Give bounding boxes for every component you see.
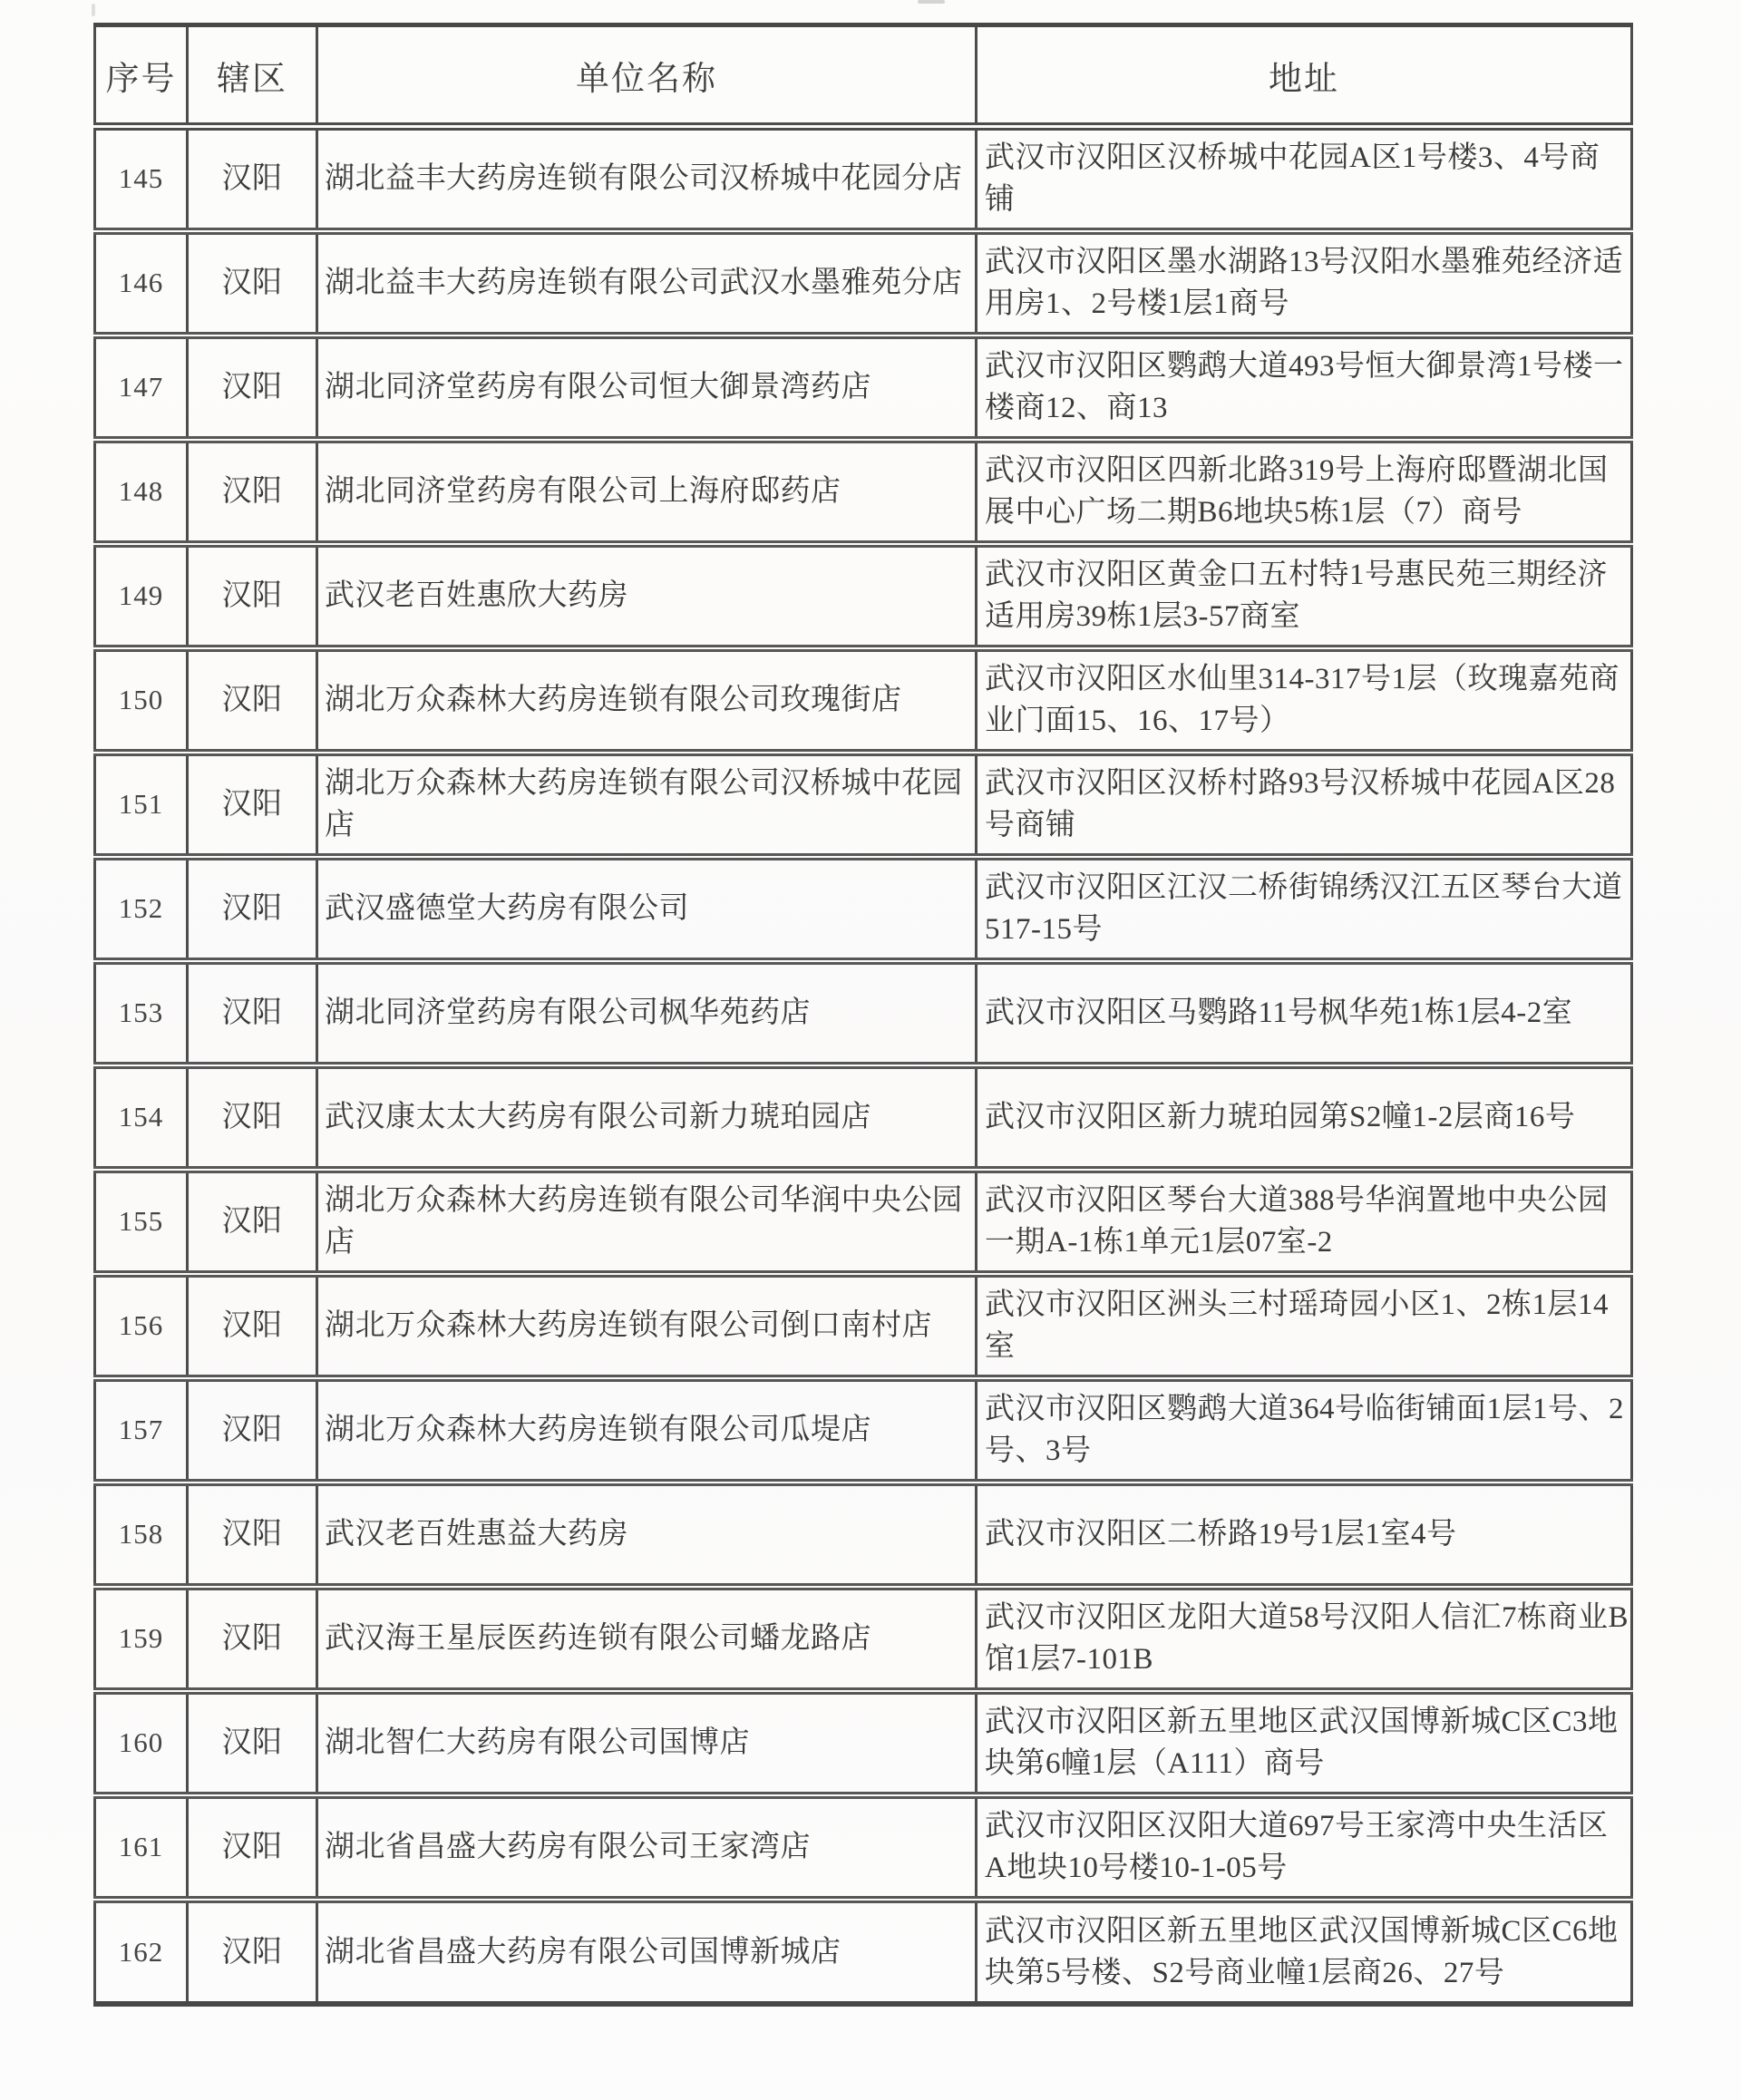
cell-index: 156 <box>95 1274 188 1378</box>
cell-name: 湖北益丰大药房连锁有限公司汉桥城中花园分店 <box>317 127 977 231</box>
cell-district: 汉阳 <box>188 1170 317 1274</box>
cell-index: 159 <box>95 1587 188 1691</box>
cell-address: 武汉市汉阳区新力琥珀园第S2幢1-2层商16号 <box>977 1065 1632 1170</box>
cell-district: 汉阳 <box>188 1378 317 1483</box>
cell-name: 武汉盛德堂大药房有限公司 <box>317 857 977 961</box>
cell-name: 湖北智仁大药房有限公司国博店 <box>317 1691 977 1795</box>
table-row <box>95 1274 1632 1378</box>
cell-index: 157 <box>95 1378 188 1483</box>
cell-address: 武汉市汉阳区汉桥城中花园A区1号楼3、4号商铺 <box>977 127 1632 231</box>
cell-address: 武汉市汉阳区汉阳大道697号王家湾中央生活区A地块10号楼10-1-05号 <box>977 1795 1632 1900</box>
cell-address: 武汉市汉阳区鹦鹉大道364号临街铺面1层1号、2号、3号 <box>977 1378 1632 1483</box>
cell-index: 146 <box>95 231 188 335</box>
cell-district: 汉阳 <box>188 1483 317 1587</box>
cell-district: 汉阳 <box>188 753 317 857</box>
cell-name: 湖北万众森林大药房连锁有限公司瓜堤店 <box>317 1378 977 1483</box>
cell-index: 161 <box>95 1795 188 1900</box>
cell-district: 汉阳 <box>188 961 317 1065</box>
cell-name: 武汉康太太大药房有限公司新力琥珀园店 <box>317 1065 977 1170</box>
cell-district: 汉阳 <box>188 1795 317 1900</box>
cell-district: 汉阳 <box>188 231 317 335</box>
cell-name: 湖北万众森林大药房连锁有限公司倒口南村店 <box>317 1274 977 1378</box>
cell-address: 武汉市汉阳区琴台大道388号华润置地中央公园一期A-1栋1单元1层07室-2 <box>977 1170 1632 1274</box>
cell-index: 155 <box>95 1170 188 1274</box>
table-row <box>95 127 1632 231</box>
table-row <box>95 1378 1632 1483</box>
cell-district: 汉阳 <box>188 1274 317 1378</box>
table-row <box>95 544 1632 648</box>
header-cell-name: 单位名称 <box>317 25 977 127</box>
table-row <box>95 1900 1632 2004</box>
table-row <box>95 1170 1632 1274</box>
table-row <box>95 648 1632 753</box>
table-row <box>95 1587 1632 1691</box>
cell-name: 湖北省昌盛大药房有限公司国博新城店 <box>317 1900 977 2004</box>
table-body <box>95 127 1632 2004</box>
cell-index: 150 <box>95 648 188 753</box>
cell-address: 武汉市汉阳区新五里地区武汉国博新城C区C6地块第5号楼、S2号商业幢1层商26、27号 <box>977 1900 1632 2004</box>
cell-district: 汉阳 <box>188 335 317 440</box>
header-row <box>95 25 1632 127</box>
cell-index: 145 <box>95 127 188 231</box>
cell-name: 湖北同济堂药房有限公司上海府邸药店 <box>317 440 977 544</box>
cell-district: 汉阳 <box>188 1691 317 1795</box>
cell-address: 武汉市汉阳区二桥路19号1层1室4号 <box>977 1483 1632 1587</box>
cell-address: 武汉市汉阳区龙阳大道58号汉阳人信汇7栋商业B馆1层7-101B <box>977 1587 1632 1691</box>
cell-name: 湖北同济堂药房有限公司恒大御景湾药店 <box>317 335 977 440</box>
table-row <box>95 1691 1632 1795</box>
cell-name: 湖北同济堂药房有限公司枫华苑药店 <box>317 961 977 1065</box>
cell-name: 湖北万众森林大药房连锁有限公司华润中央公园店 <box>317 1170 977 1274</box>
cell-address: 武汉市汉阳区江汉二桥街锦绣汉江五区琴台大道517-15号 <box>977 857 1632 961</box>
table-row <box>95 753 1632 857</box>
cell-name: 湖北省昌盛大药房有限公司王家湾店 <box>317 1795 977 1900</box>
cell-index: 154 <box>95 1065 188 1170</box>
cell-index: 149 <box>95 544 188 648</box>
cell-address: 武汉市汉阳区四新北路319号上海府邸暨湖北国展中心广场二期B6地块5栋1层（7）商号 <box>977 440 1632 544</box>
header-cell-index: 序号 <box>95 25 188 127</box>
cell-district: 汉阳 <box>188 1065 317 1170</box>
table-row <box>95 335 1632 440</box>
cell-address: 武汉市汉阳区墨水湖路13号汉阳水墨雅苑经济适用房1、2号楼1层1商号 <box>977 231 1632 335</box>
cell-name: 湖北万众森林大药房连锁有限公司汉桥城中花园店 <box>317 753 977 857</box>
cell-district: 汉阳 <box>188 544 317 648</box>
cell-index: 152 <box>95 857 188 961</box>
cell-name: 武汉老百姓惠欣大药房 <box>317 544 977 648</box>
cell-district: 汉阳 <box>188 1900 317 2004</box>
table-header <box>95 25 1632 127</box>
cell-index: 153 <box>95 961 188 1065</box>
scan-speck <box>918 0 945 4</box>
cell-district: 汉阳 <box>188 440 317 544</box>
table-row <box>95 231 1632 335</box>
cell-name: 湖北益丰大药房连锁有限公司武汉水墨雅苑分店 <box>317 231 977 335</box>
cell-district: 汉阳 <box>188 1587 317 1691</box>
cell-index: 151 <box>95 753 188 857</box>
scan-speck <box>92 4 95 16</box>
cell-address: 武汉市汉阳区汉桥村路93号汉桥城中花园A区28号商铺 <box>977 753 1632 857</box>
cell-name: 武汉老百姓惠益大药房 <box>317 1483 977 1587</box>
pharmacy-list-table <box>93 23 1633 2007</box>
cell-address: 武汉市汉阳区鹦鹉大道493号恒大御景湾1号楼一楼商12、商13 <box>977 335 1632 440</box>
header-cell-district: 辖区 <box>188 25 317 127</box>
table-row <box>95 857 1632 961</box>
table-row <box>95 440 1632 544</box>
cell-address: 武汉市汉阳区马鹦路11号枫华苑1栋1层4-2室 <box>977 961 1632 1065</box>
cell-address: 武汉市汉阳区黄金口五村特1号惠民苑三期经济适用房39栋1层3-57商室 <box>977 544 1632 648</box>
cell-index: 158 <box>95 1483 188 1587</box>
table-row <box>95 1483 1632 1587</box>
table-row <box>95 1065 1632 1170</box>
table-row <box>95 1795 1632 1900</box>
cell-district: 汉阳 <box>188 127 317 231</box>
cell-district: 汉阳 <box>188 648 317 753</box>
cell-index: 162 <box>95 1900 188 2004</box>
cell-name: 湖北万众森林大药房连锁有限公司玫瑰街店 <box>317 648 977 753</box>
cell-address: 武汉市汉阳区洲头三村瑶琦园小区1、2栋1层14室 <box>977 1274 1632 1378</box>
cell-address: 武汉市汉阳区水仙里314-317号1层（玫瑰嘉苑商业门面15、16、17号） <box>977 648 1632 753</box>
cell-index: 147 <box>95 335 188 440</box>
cell-name: 武汉海王星辰医药连锁有限公司蟠龙路店 <box>317 1587 977 1691</box>
cell-district: 汉阳 <box>188 857 317 961</box>
header-cell-address: 地址 <box>977 25 1632 127</box>
cell-index: 148 <box>95 440 188 544</box>
cell-index: 160 <box>95 1691 188 1795</box>
cell-address: 武汉市汉阳区新五里地区武汉国博新城C区C3地块第6幢1层（A111）商号 <box>977 1691 1632 1795</box>
table-row <box>95 961 1632 1065</box>
